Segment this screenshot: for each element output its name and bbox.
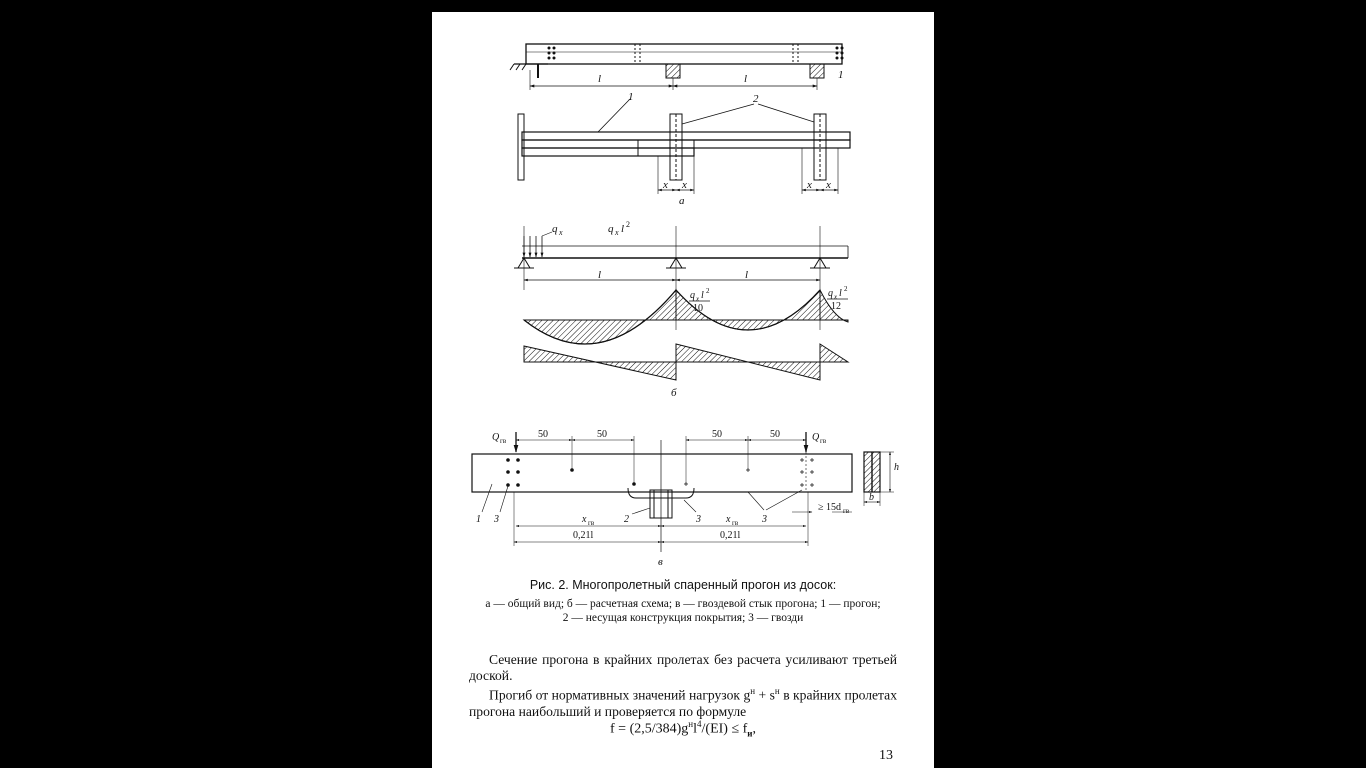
figure-caption-title: Рис. 2. Многопролетный спаренный прогон из досок:: [529, 578, 837, 592]
dim-50: 50: [712, 429, 722, 440]
superscript: н: [774, 686, 780, 696]
figure-2: [432, 0, 934, 580]
callout-2: 2: [753, 93, 759, 105]
load-ql2-sup: 2: [626, 220, 630, 229]
text-run: в крайних пролетах прогона наибольший и проверяется по формуле: [469, 687, 897, 719]
section-b: b: [869, 492, 874, 503]
load-ql2: q: [608, 223, 614, 235]
moment-mid-l: l: [701, 290, 704, 301]
moment-end-q: q: [828, 288, 833, 299]
panel-b-design-scheme: [514, 226, 848, 380]
span-021l: 0,21l: [573, 530, 594, 541]
moment-end-l: l: [839, 288, 842, 299]
panel-label-v: в: [658, 556, 663, 568]
moment-mid-den: 10: [693, 303, 703, 314]
formula-part: ,: [752, 721, 756, 737]
moment-mid-q: q: [690, 290, 695, 301]
x-gv-right-sub: гв: [732, 519, 739, 527]
dim-50: 50: [770, 429, 780, 440]
text-run: Прогиб от нормативных значений нагрузок g: [489, 687, 751, 703]
force-left: Q: [492, 432, 500, 443]
span-label: l: [598, 73, 602, 85]
x-gv-left-sub: гв: [588, 519, 595, 527]
dim-x: x: [663, 179, 668, 191]
dim-x: x: [807, 179, 812, 191]
legend-line: а — общий вид; б — расчетная схема; в — гвоздевой стык прогона; 1 — прогон;: [485, 598, 881, 610]
num-3: 3: [494, 514, 499, 525]
body-paragraph: [469, 683, 897, 720]
document-page: [432, 0, 934, 768]
force-right-sub: гв: [820, 437, 827, 445]
dim-50: 50: [538, 429, 548, 440]
edge-distance: ≥ 15d: [818, 502, 841, 513]
num-3: 3: [696, 514, 701, 525]
force-right: Q: [812, 432, 820, 443]
panel-a-general-view: [510, 44, 850, 194]
load-q: q: [552, 223, 558, 235]
panel-a-labels: [598, 69, 844, 207]
body-paragraph: Сечение прогона в крайних пролетах без расчета усиливают третьей доской.: [469, 652, 897, 683]
dim-x: x: [682, 179, 687, 191]
load-q-sub: x: [559, 228, 563, 237]
x-gv-right: x: [726, 514, 731, 525]
panel-v-nail-joint: [472, 432, 894, 552]
formula-part: l: [693, 721, 698, 737]
legend-line: 2 — несущая конструкция покрытия; 3 — гвозди: [562, 612, 804, 624]
formula-sup: 4: [697, 719, 702, 729]
load-ql2-l: l: [621, 223, 625, 235]
moment-mid-sub: x: [696, 295, 700, 303]
num-2: 2: [624, 514, 629, 525]
dim-x: x: [826, 179, 831, 191]
moment-end-den: 12: [831, 301, 841, 312]
formula-part: /(EI) ≤ f: [701, 721, 748, 737]
formula-sub: и: [747, 728, 753, 739]
span-label: l: [598, 269, 602, 281]
formula-sup: н: [688, 719, 694, 729]
superscript: н: [750, 686, 756, 696]
text-run: + s: [755, 687, 775, 703]
moment-end-sup: 2: [844, 285, 848, 293]
callout-1: 1: [628, 91, 634, 103]
x-gv-left: x: [582, 514, 587, 525]
moment-end-sub: x: [834, 293, 838, 301]
page-number: 13: [879, 748, 893, 763]
section-h: h: [894, 462, 899, 473]
panel-label-a: а: [679, 195, 685, 207]
edge-distance-sub: гв: [843, 507, 850, 515]
moment-mid-sup: 2: [706, 287, 710, 295]
load-ql2-sub: x: [615, 228, 619, 237]
callout-1: 1: [838, 69, 844, 81]
force-left-sub: гв: [500, 437, 507, 445]
figure-caption-legend: [462, 597, 904, 625]
deflection-formula: [432, 719, 934, 738]
num-3: 3: [762, 514, 767, 525]
span-021l: 0,21l: [720, 530, 741, 541]
panel-label-b: б: [671, 387, 677, 399]
span-label: l: [744, 73, 748, 85]
panel-v-labels: [476, 429, 899, 568]
dim-50: 50: [597, 429, 607, 440]
span-label: l: [745, 269, 749, 281]
formula-part: f = (2,5/384)g: [610, 721, 689, 737]
num-1: 1: [476, 514, 481, 525]
